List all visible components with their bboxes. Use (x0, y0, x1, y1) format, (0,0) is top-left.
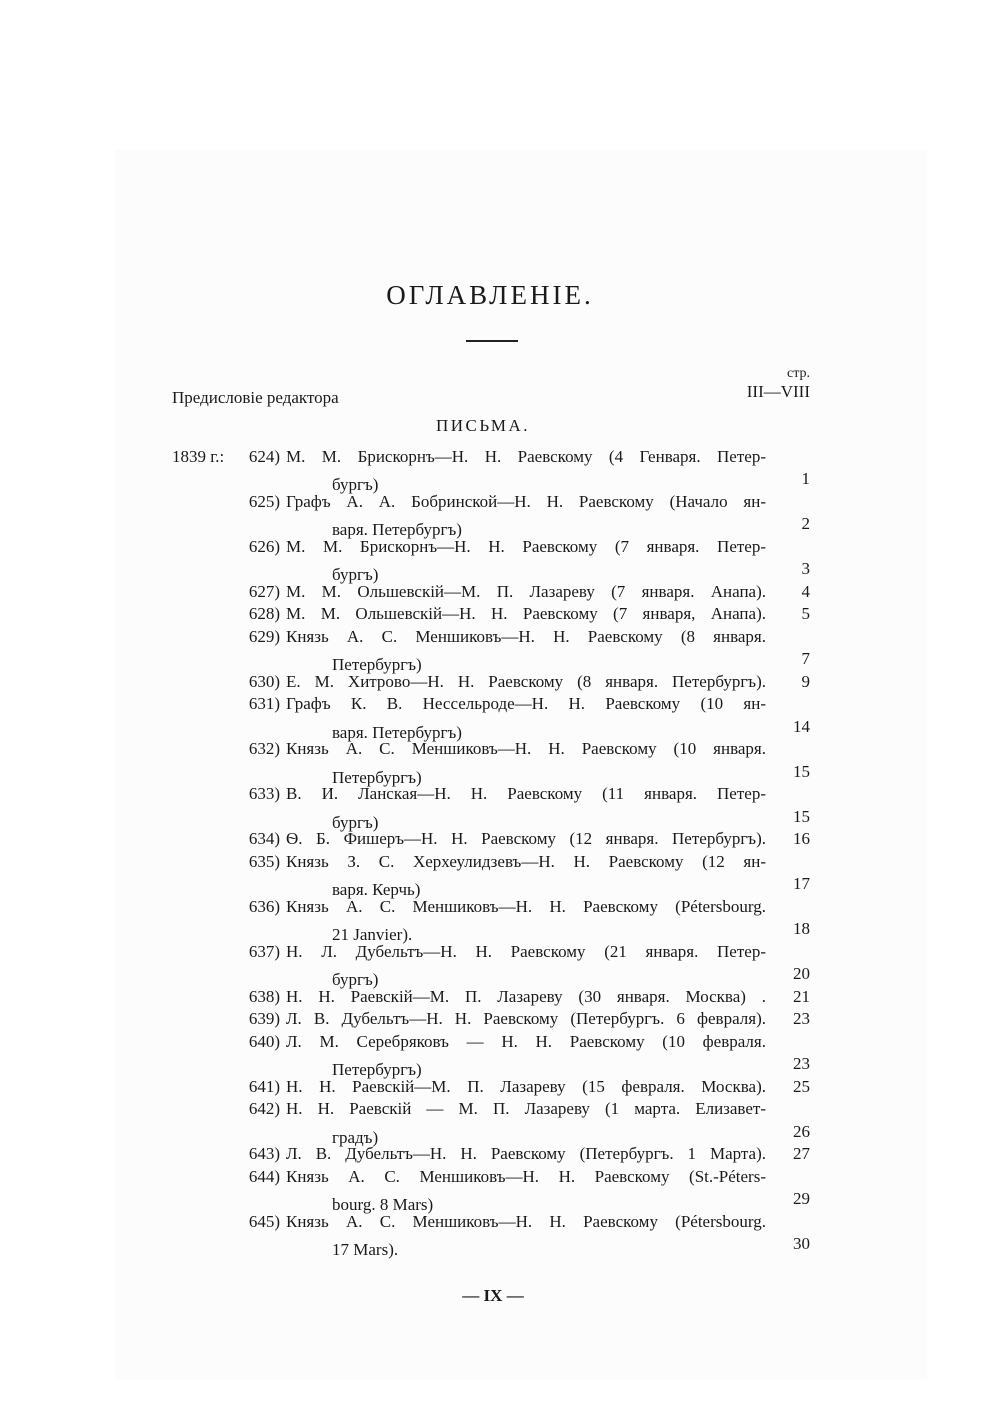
dot-leader (384, 806, 768, 828)
entry-number: 644) (248, 1166, 280, 1186)
preface-entry[interactable] (0, 381, 1000, 407)
toc-entry-line[interactable] (0, 783, 1000, 805)
toc-entry-line[interactable] (0, 513, 1000, 540)
page-number-footer: — IX — (462, 1286, 524, 1305)
entry-page: 25 (793, 1076, 810, 1096)
entry-page: 23 (793, 1009, 810, 1029)
dot-leader (428, 648, 768, 670)
toc-entry-line[interactable] (0, 963, 1000, 990)
entry-text: Петербургъ) (332, 655, 422, 675)
dot-leader (468, 513, 768, 535)
toc-entry-line[interactable] (0, 558, 1000, 585)
toc-entry-line[interactable] (0, 918, 1000, 945)
page-column-header: стр. (786, 366, 810, 381)
entry-number: 633) (248, 784, 280, 804)
entry-text: 21 Janvier). (332, 925, 413, 945)
toc-entry-line[interactable] (0, 828, 1000, 850)
entry-page: 3 (801, 559, 810, 579)
dot-leader (428, 1053, 768, 1075)
entry-text: Л. В. Дубельтъ—Н. Н. Раевскому (Петербургъ. 6 февраля). (286, 1009, 766, 1029)
entry-text: Графъ К. В. Нессельроде—Н. Н. Раевскому (10 ян- (286, 694, 766, 714)
dot-leader (426, 873, 768, 895)
toc-entry-line[interactable] (0, 1166, 1000, 1188)
toc-entry-line[interactable] (0, 1076, 1000, 1098)
toc-entry-line[interactable] (0, 941, 1000, 963)
toc-entry-line[interactable] (0, 1188, 1000, 1215)
toc-entry-line[interactable] (0, 581, 1000, 603)
entry-text: Н. Н. Раевскій—М. П. Лазареву (15 февраля. Москва). (286, 1076, 766, 1096)
toc-entry-line[interactable] (0, 1008, 1000, 1030)
entry-page: 30 (793, 1234, 810, 1254)
entry-page: 21 (793, 986, 810, 1006)
toc-entry-line[interactable] (0, 603, 1000, 625)
entry-text: Графъ А. А. Бобринской—Н. Н. Раевскому (Начало ян- (286, 491, 766, 511)
preface-pages: III—VIII (746, 382, 810, 401)
toc-entry-line[interactable] (0, 1143, 1000, 1165)
toc-entry-line[interactable] (0, 716, 1000, 742)
entry-number: 626) (248, 536, 280, 556)
entry-number: 639) (248, 1009, 280, 1029)
entry-text: бургъ) (332, 475, 379, 495)
entry-text: бургъ) (332, 970, 379, 990)
dot-leader (345, 381, 722, 403)
toc-entry-line[interactable] (0, 806, 1000, 832)
entry-number: 627) (248, 581, 280, 601)
entry-number: 625) (248, 491, 280, 511)
toc-entry-line[interactable] (0, 671, 1000, 693)
entry-number: 642) (248, 1099, 280, 1119)
dot-leader (384, 963, 768, 985)
entry-text: Князь А. С. Меншиковъ—Н. Н. Раевскому (10 января. (286, 739, 766, 759)
toc-entry-line[interactable] (0, 1098, 1000, 1120)
toc-entry-line[interactable] (0, 738, 1000, 760)
entry-number: 643) (248, 1144, 280, 1164)
toc-entry-line[interactable] (0, 446, 1000, 468)
dot-leader (468, 716, 768, 738)
entry-text: bourg. 8 Mars) (332, 1195, 434, 1215)
entry-number: 624) (248, 447, 280, 466)
toc-entry-line[interactable] (0, 1211, 1000, 1233)
toc-entry-line[interactable] (0, 986, 1000, 1008)
entry-number: 632) (248, 739, 280, 759)
entry-text: Князь А. С. Меншиковъ—Н. Н. Раевскому (8 января. (286, 626, 766, 646)
section-title: ПИСЬМА. (435, 416, 531, 435)
preface-title: Предисловіе редактора (172, 388, 339, 407)
toc-entry-line[interactable] (0, 1031, 1000, 1053)
entry-page: 15 (793, 806, 810, 826)
toc-entry-line[interactable] (0, 536, 1000, 558)
entry-number: 636) (248, 896, 280, 916)
dot-leader (384, 558, 768, 580)
entry-text: Ѳ. Б. Фишеръ—Н. Н. Раевскому (12 января. Петербургъ). (286, 829, 766, 849)
entry-number: 629) (248, 626, 280, 646)
entry-page: 17 (793, 874, 810, 894)
entry-text: М. М. Ольшевскій—Н. Н. Раевскому (7 января, Анапа). (286, 604, 766, 624)
entry-text: Н. Н. Раевскій — М. П. Лазареву (1 марта. Елизавет- (286, 1099, 766, 1119)
entry-text: Князь З. С. Херхеулидзевъ—Н. Н. Раевскому (12 ян- (286, 851, 766, 871)
entry-text: градъ) (332, 1127, 379, 1147)
entry-text: Н. Л. Дубельтъ—Н. Н. Раевскому (21 января. Петер- (286, 941, 766, 961)
toc-entry-line[interactable] (0, 693, 1000, 715)
entry-text: бургъ) (332, 812, 379, 832)
toc-entry-line[interactable] (0, 1053, 1000, 1080)
entry-number: 628) (248, 604, 280, 624)
entry-text: варя. Петербургъ) (332, 520, 462, 540)
entry-number: 637) (248, 941, 280, 961)
entry-leader (332, 1233, 768, 1261)
entry-number: 635) (248, 851, 280, 871)
entry-text: В. И. Ланская—Н. Н. Раевскому (11 января. Петер- (286, 784, 766, 804)
entry-page: 26 (793, 1121, 810, 1141)
entry-text: Л. В. Дубельтъ—Н. Н. Раевскому (Петербургъ. 1 Марта). (286, 1144, 766, 1164)
entry-text: Л. М. Серебряковъ — Н. Н. Раевскому (10 февраля. (286, 1031, 766, 1051)
entry-page: 23 (793, 1054, 810, 1074)
entry-number: 641) (248, 1076, 280, 1096)
dot-leader (418, 918, 768, 940)
entry-text: М. М. Брискорнъ—Н. Н. Раевскому (7 января. Петер- (286, 536, 766, 556)
page-title: ОГЛАВЛЕНІЕ. (386, 280, 594, 310)
entry-page: 14 (793, 716, 810, 736)
entry-page: 5 (801, 604, 810, 624)
dot-leader (384, 1121, 768, 1143)
toc-entry-line[interactable] (0, 896, 1000, 918)
title-divider (466, 340, 518, 342)
entry-page: 9 (801, 671, 810, 691)
entry-page: 20 (793, 964, 810, 984)
dot-leader (384, 468, 768, 490)
entry-text: бургъ) (332, 565, 379, 585)
entry-page: 27 (793, 1144, 810, 1164)
entry-page: 15 (793, 761, 810, 781)
entry-number: 638) (248, 986, 280, 1006)
entry-text: М. М. Брискорнъ—Н. Н. Раевскому (4 Генваря. Петер- (286, 447, 766, 466)
entry-text: варя. Петербургъ) (332, 722, 462, 742)
entry-number: 631) (248, 694, 280, 714)
entry-text: варя. Керчь) (332, 880, 421, 900)
entry-page: 1 (801, 469, 810, 489)
dot-leader (428, 761, 768, 783)
dot-leader (439, 1188, 768, 1210)
entry-number: 645) (248, 1211, 280, 1231)
dot-leader (404, 1233, 768, 1255)
toc-entry-line[interactable] (0, 648, 1000, 675)
entry-number: 634) (248, 829, 280, 849)
toc-entry-line[interactable] (0, 626, 1000, 648)
entry-text: Петербургъ) (332, 767, 422, 787)
entry-number: 630) (248, 671, 280, 691)
entry-page: 18 (793, 919, 810, 939)
entry-text: Князь А. С. Меншиковъ—Н. Н. Раевскому (Pétersbourg. (286, 896, 766, 916)
entry-text: М. М. Ольшевскій—М. П. Лазареву (7 января. Анапа). (286, 581, 766, 601)
entry-text: Петербургъ) (332, 1060, 422, 1080)
entry-text: Князь А. С. Меншиковъ—Н. Н. Раевскому (St.-Péters- (286, 1166, 766, 1186)
toc-entry-line[interactable] (0, 491, 1000, 513)
toc-entry-line[interactable] (0, 1121, 1000, 1147)
toc-entry-line[interactable] (0, 468, 1000, 495)
year-label: 1839 г.: (172, 447, 225, 466)
entry-number: 640) (248, 1031, 280, 1051)
toc-entry-line[interactable] (0, 1233, 1000, 1260)
entry-text: Князь А. С. Меншиковъ—Н. Н. Раевскому (Pétersbourg. (286, 1211, 766, 1231)
entry-page: 2 (801, 514, 810, 534)
entry-page: 16 (793, 829, 810, 849)
entry-text: Н. Н. Раевскій—М. П. Лазареву (30 января. Москва) . (286, 986, 766, 1006)
toc-entry-line[interactable] (0, 851, 1000, 873)
entry-text: Е. М. Хитрово—Н. Н. Раевскому (8 января. Петербургъ). (286, 671, 766, 691)
toc-entry-line[interactable] (0, 873, 1000, 900)
entry-page: 7 (801, 649, 810, 669)
entry-page: 29 (793, 1189, 810, 1209)
entry-text: 17 Mars). (332, 1240, 399, 1260)
toc-entry-line[interactable] (0, 761, 1000, 787)
entry-page: 4 (801, 581, 810, 601)
